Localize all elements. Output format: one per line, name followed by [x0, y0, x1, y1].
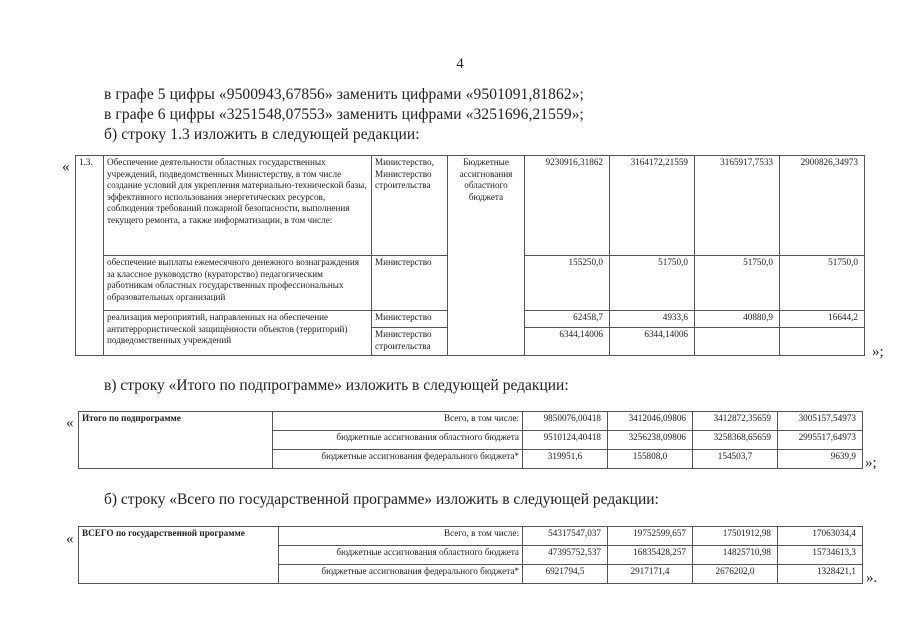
row3a-value-3: 40880,9 — [695, 311, 780, 328]
t2-row3-v1: 319951,6 — [523, 450, 608, 469]
t3-row1-v2: 19752599,657 — [608, 527, 693, 546]
t2-row1-v2: 3412046,09806 — [608, 412, 693, 431]
text-line-row13-heading: б) строку 1.3 изложить в следующей редакции: — [104, 126, 420, 143]
t3-row3-label: бюджетные ассигнования федерального бюджета* — [279, 565, 523, 584]
t3-row2-label: бюджетные ассигнования областного бюджета — [279, 546, 523, 565]
row3a-value-4: 16644,2 — [780, 311, 865, 328]
t3-row1-v1: 54317547,037 — [523, 527, 608, 546]
subprogram-total-table — [78, 411, 863, 469]
t2-row1-label: Всего, в том числе: — [273, 412, 523, 431]
t3-row3-v2: 2917171,4 — [608, 565, 693, 584]
text-line-column6: в графе 6 цифры «3251548,07553» заменить цифрами «3251696,21559»; — [104, 106, 584, 123]
text-line-subprogram-heading: в) строку «Итого по подпрограмме» изложить в следующей редакции: — [104, 377, 569, 394]
row3-description: реализация мероприятий, направленных на обеспечение антитеррористической защищённости объектов (территорий) подведомственных учреждений — [104, 311, 372, 356]
row1-value-2: 3164172,21559 — [610, 156, 695, 256]
t3-row2-v2: 16835428,257 — [608, 546, 693, 565]
open-quote-1: « — [62, 159, 70, 175]
row1-value-4: 2900826,34973 — [780, 156, 865, 256]
t2-row2-v2: 3256238,09806 — [608, 431, 693, 450]
t3-row3-v4: 1328421,1 — [778, 565, 863, 584]
t3-row2-v1: 47395752,537 — [523, 546, 608, 565]
row2-description: обеспечение выплаты ежемесячного денежного вознаграждения за классное руководство (кураторство) педагогическим работникам областных государственных профессиональных образовательных организаций — [104, 256, 372, 311]
t3-row1-v3: 17501912,98 — [693, 527, 778, 546]
row3a-value-2: 4933,6 — [610, 311, 695, 328]
t3-row2-v3: 14825710,98 — [693, 546, 778, 565]
t2-row1-v1: 9850076,00418 — [523, 412, 608, 431]
row2-value-1: 155250,0 — [525, 256, 610, 311]
funding-source: Бюджетные ассигнования областного бюджета — [448, 156, 525, 356]
open-quote-2: « — [66, 415, 74, 431]
row3b-value-2: 6344,14006 — [610, 328, 695, 356]
t2-row3-v2: 155808,0 — [608, 450, 693, 469]
t3-row1-label: Всего, в том числе: — [279, 527, 523, 546]
row1-value-3: 3165917,7533 — [695, 156, 780, 256]
row2-value-4: 51750,0 — [780, 256, 865, 311]
row3-executor-b: Министерство строительства — [372, 328, 448, 356]
t2-row3-v3: 154503,7 — [693, 450, 778, 469]
row3-executor-a: Министерство — [372, 311, 448, 328]
row1-description: Обеспечение деятельности областных государственных учреждений, подведомственных Министерству, в том числе создание условий для укрепления материально-технической базы, эффективного использования энергетических ресурсов, соблюдения требований пожарной безопасности, выполнения текущего ремонта, а также информатизации, в том числе: — [104, 156, 372, 256]
t2-row3-label: бюджетные ассигнования федерального бюджета* — [273, 450, 523, 469]
row3a-value-1: 62458,7 — [525, 311, 610, 328]
row2-value-3: 51750,0 — [695, 256, 780, 311]
row2-executor: Министерство — [372, 256, 448, 311]
row1-executor: Министерство, Министерство строительства — [372, 156, 448, 256]
row1-value-1: 9230916,31862 — [525, 156, 610, 256]
subprogram-title: Итого по подпрограмме — [79, 412, 273, 469]
row3b-value-4 — [780, 328, 865, 356]
text-line-program-heading: б) строку «Всего по государственной программе» изложить в следующей редакции: — [104, 491, 659, 508]
t2-row1-v3: 3412872,35659 — [693, 412, 778, 431]
close-quote-3: ». — [866, 570, 878, 586]
row3b-value-3 — [695, 328, 780, 356]
open-quote-3: « — [66, 531, 74, 547]
row2-value-2: 51750,0 — [610, 256, 695, 311]
close-quote-2: »; — [865, 455, 877, 471]
t3-row3-v1: 6921794,5 — [523, 565, 608, 584]
t2-row2-v3: 3258368,65659 — [693, 431, 778, 450]
row-1-3-table — [75, 155, 865, 356]
close-quote-1: »; — [872, 344, 884, 360]
program-title: ВСЕГО по государственной программе — [79, 527, 279, 584]
program-total-table — [78, 526, 863, 584]
text-line-column5: в графе 5 цифры «9500943,67856» заменить цифрами «9501091,81862»; — [104, 86, 584, 103]
t3-row1-v4: 17063034,4 — [778, 527, 863, 546]
t2-row2-v1: 9510124,40418 — [523, 431, 608, 450]
t3-row3-v3: 2676202,0 — [693, 565, 778, 584]
t2-row2-v4: 2995517,64973 — [778, 431, 863, 450]
t2-row2-label: бюджетные ассигнования областного бюджета — [273, 431, 523, 450]
t2-row1-v4: 3005157,54973 — [778, 412, 863, 431]
t2-row3-v4: 9639,9 — [778, 450, 863, 469]
row-number: 1.3. — [79, 157, 93, 167]
row-number-cell — [76, 156, 104, 356]
t3-row2-v4: 15734613,3 — [778, 546, 863, 565]
row3b-value-1: 6344,14006 — [525, 328, 610, 356]
page-number: 4 — [456, 56, 464, 72]
